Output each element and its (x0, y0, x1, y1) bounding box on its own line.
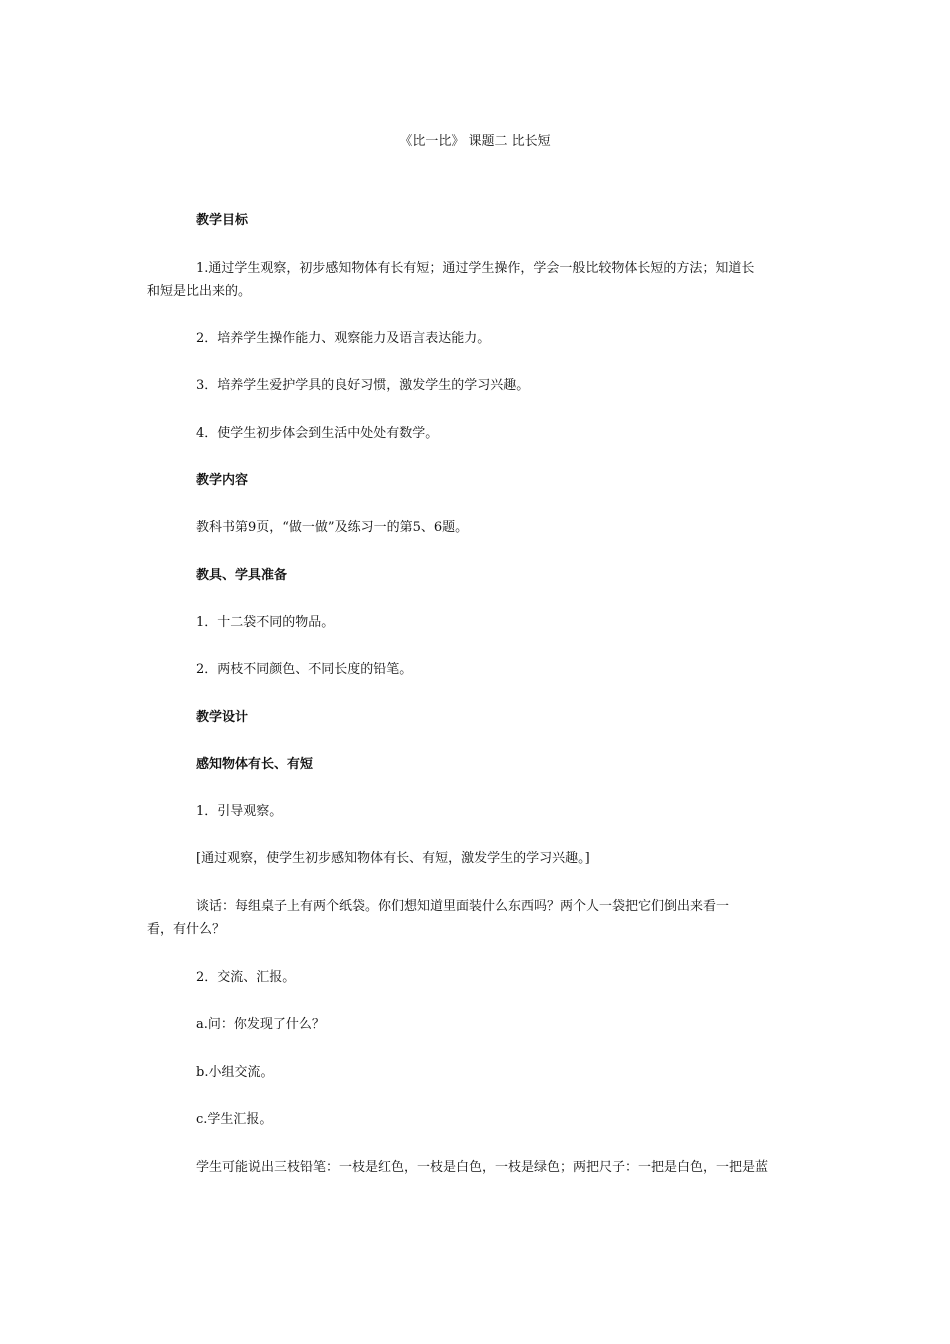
objective-1-line1: 1.通过学生观察，初步感知物体有长有短；通过学生操作，学会一般比较物体长短的方法；知道长 (196, 261, 755, 276)
objective-4: 4．使学生初步体会到生活中处处有数学。 (196, 426, 439, 441)
section-heading-design: 教学设计 (196, 710, 249, 725)
design-talk-line2: 看，有什么？ (147, 922, 226, 937)
design-step-2: 2．交流、汇报。 (196, 970, 296, 985)
objective-1-line2: 和短是比出来的。 (147, 284, 252, 299)
material-2: 2．两枝不同颜色、不同长度的铅笔。 (196, 662, 413, 677)
design-talk-line1: 谈话：每组桌子上有两个纸袋。你们想知道里面装什么东西吗？两个人一袋把它们倒出来看一 (196, 899, 730, 914)
material-1: 1．十二袋不同的物品。 (196, 615, 335, 630)
section-heading-materials: 教具、学具准备 (196, 568, 288, 583)
design-note: [通过观察，使学生初步感知物体有长、有短，激发学生的学习兴趣。] (196, 851, 590, 866)
design-step-1: 1．引导观察。 (196, 804, 283, 819)
objective-2: 2．培养学生操作能力、观察能力及语言表达能力。 (196, 331, 491, 346)
section-heading-content: 教学内容 (196, 473, 249, 488)
content-text: 教科书第9页，“做一做”及练习一的第5、6题。 (196, 520, 469, 535)
objective-3: 3．培养学生爱护学具的良好习惯，激发学生的学习兴趣。 (196, 378, 530, 393)
design-item-a: a.问：你发现了什么？ (196, 1017, 325, 1032)
design-last-line: 学生可能说出三枝铅笔：一枝是红色，一枝是白色，一枝是绿色；两把尺子：一把是白色，一把是蓝 (196, 1160, 769, 1175)
design-item-c: c.学生汇报。 (196, 1112, 273, 1127)
design-subheading: 感知物体有长、有短 (196, 757, 314, 772)
document-title: 《比一比》 课题二 比长短 (399, 134, 551, 149)
section-heading-objectives: 教学目标 (196, 213, 249, 228)
design-item-b: b.小组交流。 (196, 1065, 274, 1080)
